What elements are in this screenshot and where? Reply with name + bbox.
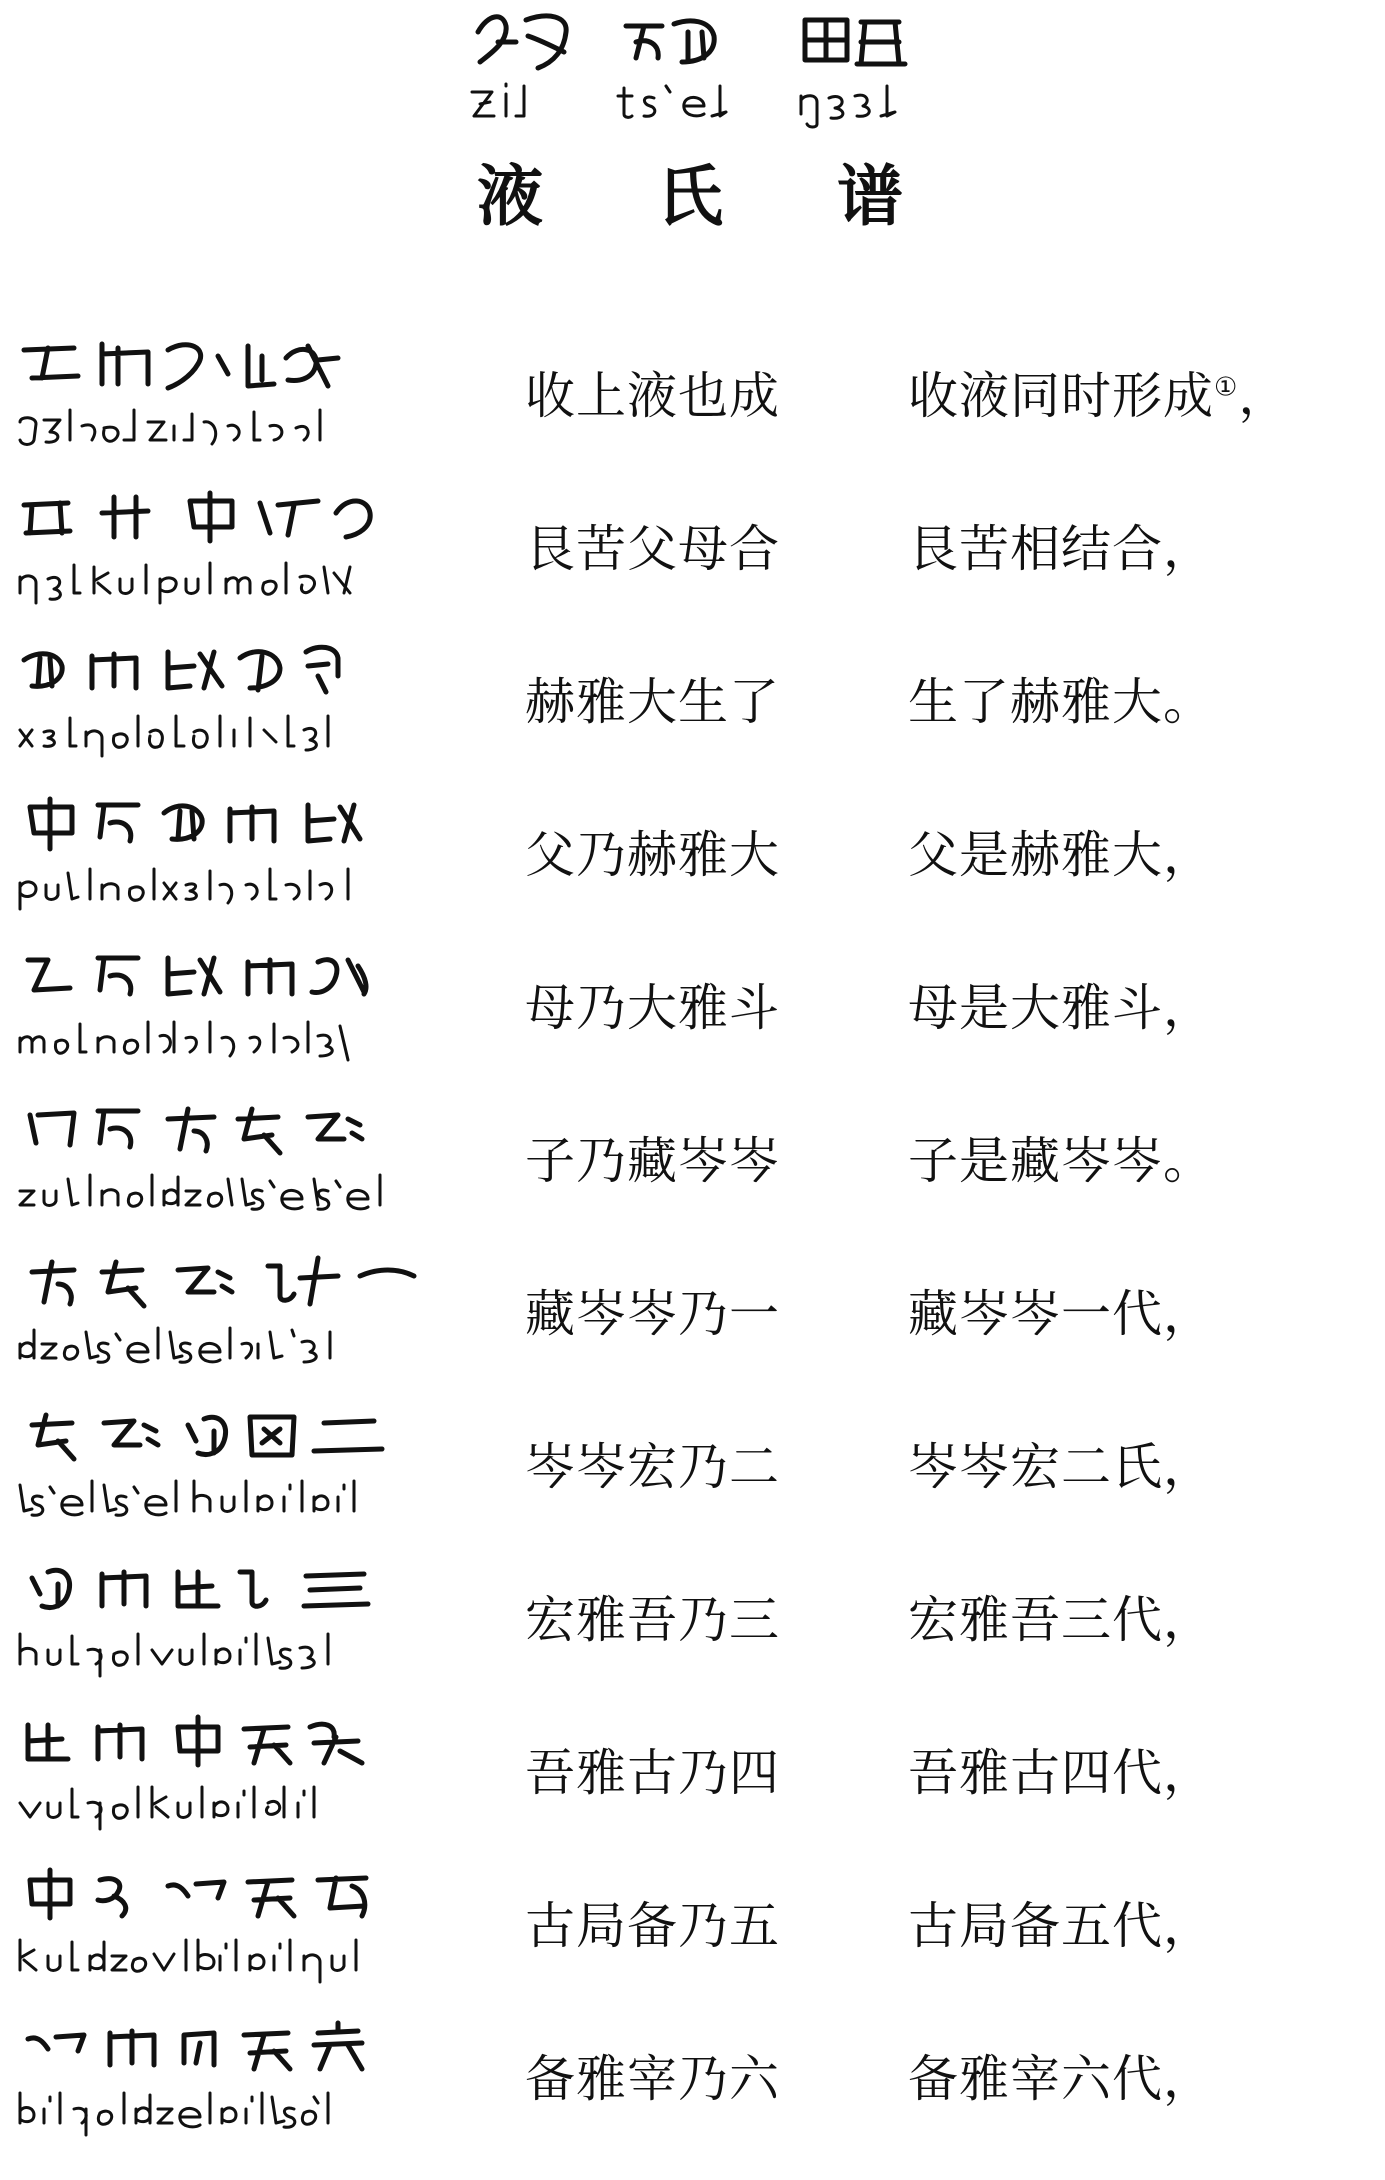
- yi-glyph-line: [18, 942, 448, 1012]
- yi-title-glyph-3: [795, 2, 925, 80]
- yi-glyph-line: [18, 1095, 448, 1165]
- verse-row: [0, 636, 1385, 786]
- title-char-1: 液: [477, 156, 543, 235]
- yi-glyph-line: [18, 2013, 448, 2083]
- translation-text: 父是赫雅大: [908, 826, 1163, 884]
- translation-text: 生了赫雅大: [908, 673, 1163, 731]
- verse-row: [0, 1860, 1385, 2010]
- translation: [908, 1896, 1214, 1956]
- translation-text: 藏岑岑一代: [908, 1285, 1163, 1343]
- title-char-3: 谱: [837, 156, 903, 235]
- translation-text: 古局备五代: [908, 1897, 1163, 1955]
- yi-ipa-line: [14, 859, 444, 911]
- verse-row: [0, 1401, 1385, 1551]
- yi-glyph-line: [18, 1401, 448, 1471]
- yi-glyph-line: [18, 1860, 448, 1930]
- literal-gloss: 父乃赫雅大: [525, 826, 780, 884]
- punctuation: ，: [1163, 1591, 1214, 1649]
- yi-glyph-line: [18, 330, 448, 400]
- yi-title-glyph-2: [618, 2, 748, 80]
- translation: [908, 1131, 1214, 1191]
- translation-text: 岑岑宏二氏: [908, 1438, 1163, 1496]
- verse-row: [0, 1095, 1385, 1245]
- punctuation: ，: [1163, 979, 1214, 1037]
- punctuation: ，: [1163, 520, 1214, 578]
- document-header: [0, 0, 1385, 260]
- punctuation: ，: [1163, 1438, 1214, 1496]
- verse-row: [0, 942, 1385, 1092]
- translation: [908, 825, 1214, 885]
- yi-ipa-line: [14, 1930, 444, 1982]
- yi-ipa-line: [14, 400, 444, 452]
- punctuation: 。: [1163, 1132, 1214, 1190]
- translation-text: 收液同时形成: [908, 367, 1214, 425]
- literal-gloss: 岑岑宏乃二: [525, 1438, 780, 1496]
- verse-row: [0, 330, 1385, 480]
- translation-text: 吾雅古四代: [908, 1744, 1163, 1802]
- yi-glyph-line: [18, 1707, 448, 1777]
- literal-gloss: 艮苦父母合: [525, 520, 780, 578]
- yi-ipa-line: [14, 553, 444, 605]
- translation-text: 艮苦相结合: [908, 520, 1163, 578]
- yi-ipa-line: [14, 1165, 444, 1217]
- yi-title-glyph-1: [468, 2, 598, 80]
- verse-row: [0, 2013, 1385, 2163]
- yi-title-ipa-1: [466, 72, 616, 128]
- verse-row: [0, 1554, 1385, 1704]
- punctuation: ，: [1163, 1897, 1214, 1955]
- translation-text: 宏雅吾三代: [908, 1591, 1163, 1649]
- translation-text: 备雅宰六代: [908, 2050, 1163, 2108]
- title-char-2: 氏: [657, 156, 723, 235]
- verse-row: [0, 1707, 1385, 1857]
- verse-row: [0, 789, 1385, 939]
- yi-ipa-line: [14, 1471, 444, 1523]
- yi-glyph-line: [18, 789, 448, 859]
- yi-ipa-line: [14, 2083, 444, 2135]
- punctuation: ，: [1238, 367, 1290, 425]
- punctuation: ，: [1163, 1285, 1214, 1343]
- translation: [908, 672, 1214, 732]
- verse-row: [0, 483, 1385, 633]
- punctuation: ，: [1163, 2050, 1214, 2108]
- translation: [908, 366, 1289, 426]
- translation-text: 母是大雅斗: [908, 979, 1163, 1037]
- literal-gloss: 古局备乃五: [525, 1897, 780, 1955]
- literal-gloss: 收上液也成: [525, 367, 780, 425]
- translation: [908, 1590, 1214, 1650]
- literal-gloss: 母乃大雅斗: [525, 979, 780, 1037]
- translation: [908, 1743, 1214, 1803]
- translation: [908, 519, 1214, 579]
- yi-glyph-line: [18, 483, 448, 553]
- literal-gloss: 吾雅古乃四: [525, 1744, 780, 1802]
- yi-glyph-line: [18, 1248, 448, 1318]
- literal-gloss: 藏岑岑乃一: [525, 1285, 780, 1343]
- yi-ipa-line: [14, 1012, 444, 1064]
- translation: [908, 2049, 1214, 2109]
- verse-row: [0, 1248, 1385, 1398]
- yi-ipa-line: [14, 1624, 444, 1676]
- yi-glyph-line: [18, 1554, 448, 1624]
- yi-ipa-line: [14, 1318, 444, 1370]
- punctuation: 。: [1163, 673, 1214, 731]
- punctuation: ，: [1163, 1744, 1214, 1802]
- yi-glyph-line: [18, 636, 448, 706]
- translation: [908, 978, 1214, 1038]
- literal-gloss: 赫雅大生了: [525, 673, 780, 731]
- yi-title-ipa-3: [795, 72, 945, 128]
- footnote-marker: ①: [1214, 372, 1239, 403]
- translation: [908, 1437, 1214, 1497]
- yi-ipa-line: [14, 1777, 444, 1829]
- literal-gloss: 宏雅吾乃三: [525, 1591, 780, 1649]
- yi-title-ipa-2: [614, 72, 764, 128]
- yi-ipa-line: [14, 706, 444, 758]
- literal-gloss: 子乃藏岑岑: [525, 1132, 780, 1190]
- page-title: [470, 150, 910, 235]
- punctuation: ，: [1163, 826, 1214, 884]
- translation-text: 子是藏岑岑: [908, 1132, 1163, 1190]
- literal-gloss: 备雅宰乃六: [525, 2050, 780, 2108]
- translation: [908, 1284, 1214, 1344]
